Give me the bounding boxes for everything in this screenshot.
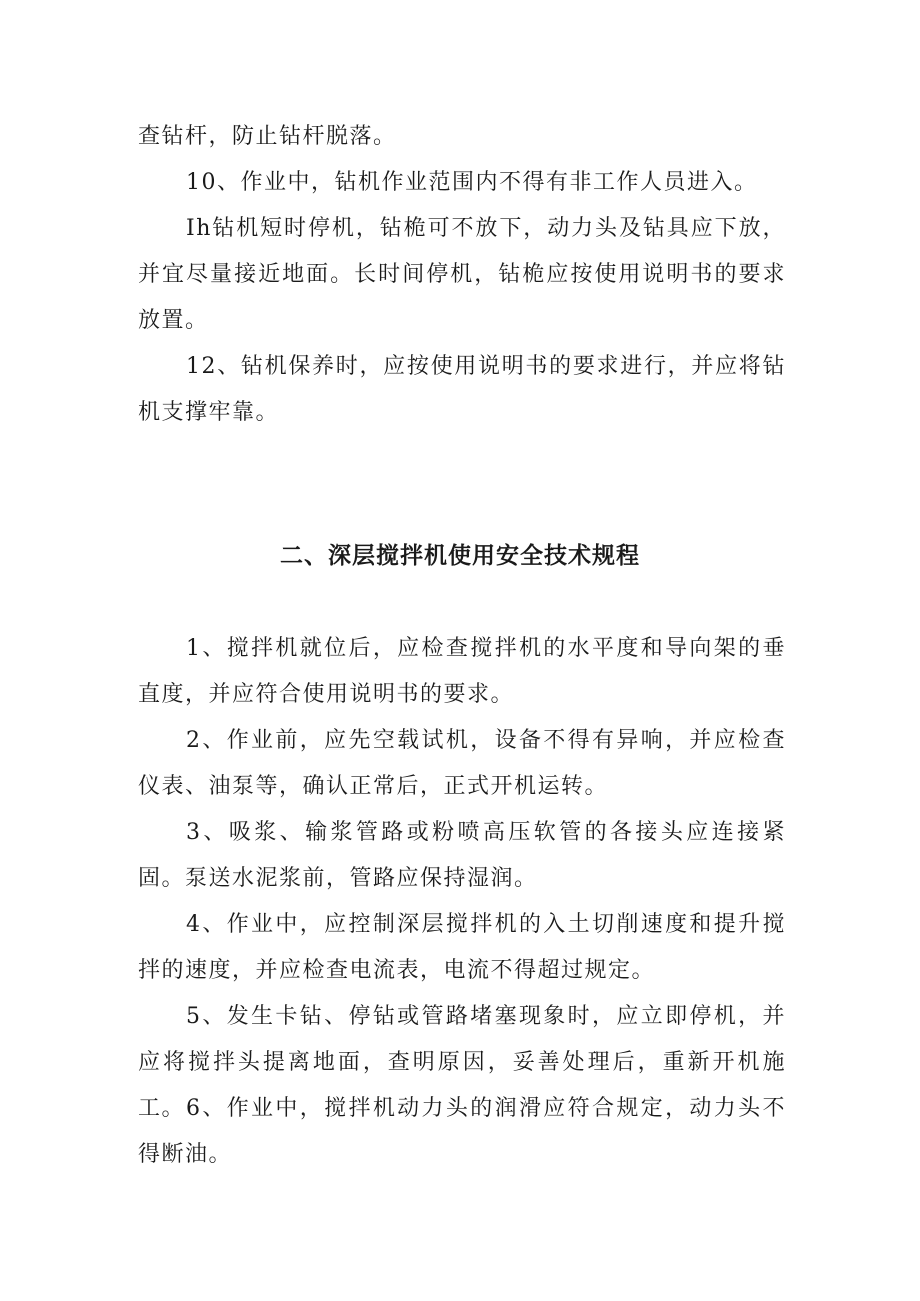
paragraph-continuation: 查钻杆，防止钻杆脱落。 [138, 124, 397, 149]
paragraph-item-11: Ih钻机短时停机，钻桅可不放下，动力头及钻具应下放，并宜尽量接近地面。长时间停机，钻桅应按使用说明书的要求放置。 [138, 216, 786, 333]
paragraph-item-6: 6、作业中，搅拌机动力头的润滑应符合规定，动力头不得断油。 [138, 1096, 786, 1167]
paragraph-item-2: 2、作业前，应先空载试机，设备不得有异响，并应检查仪表、油泵等，确认正常后，正式开机运转。 [138, 728, 786, 799]
paragraph-item-3: 3、吸浆、输浆管路或粉喷高压软管的各接头应连接紧固。泵送水泥浆前，管路应保持湿润。 [138, 820, 786, 891]
paragraph-item-10: 10、作业中，钻机作业范围内不得有非工作人员进入。 [186, 170, 758, 195]
paragraph-item-5: 5、发生卡钻、停钻或管路堵塞现象时，应立即停机，并应将搅拌头提离地面，查明原因，妥善处理后，重新开机施工。 [138, 1004, 786, 1121]
paragraph-item-12: 12、钻机保养时，应按使用说明书的要求进行，并应将钻机支撑牢靠。 [138, 354, 786, 425]
paragraph-item-4: 4、作业中，应控制深层搅拌机的入土切削速度和提升搅拌的速度，并应检查电流表，电流不得超过规定。 [138, 912, 786, 983]
section-heading: 二、深层搅拌机使用安全技术规程 [280, 543, 640, 569]
paragraph-item-1: 1、搅拌机就位后，应检查搅拌机的水平度和导向架的垂直度，并应符合使用说明书的要求。 [138, 636, 786, 707]
